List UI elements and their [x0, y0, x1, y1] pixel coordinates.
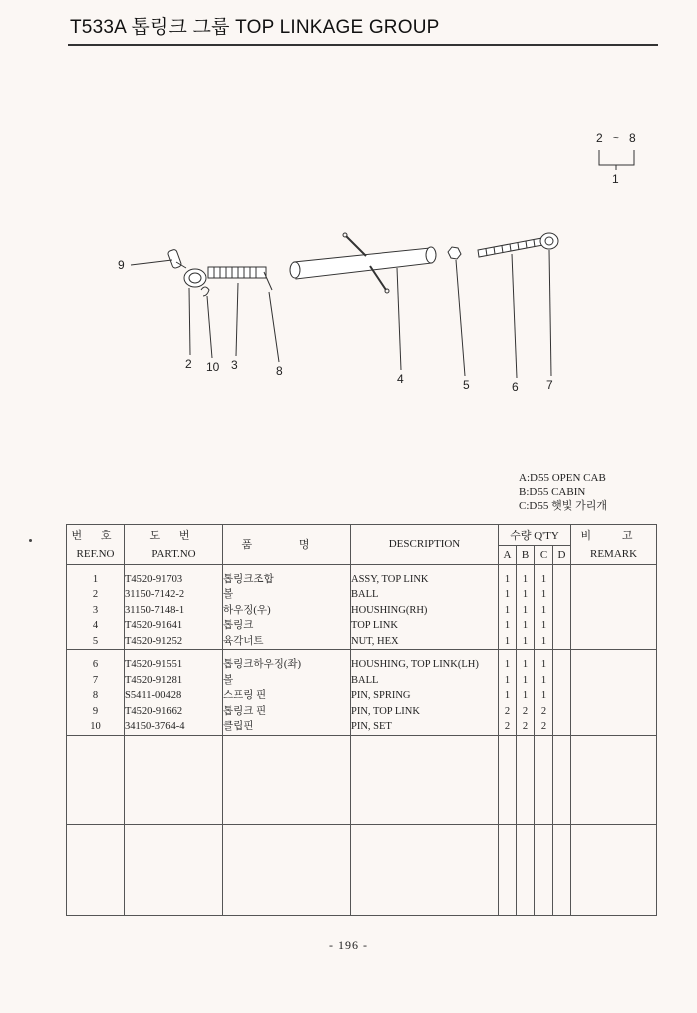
cell-qty-a: 1	[499, 618, 517, 634]
table-row	[67, 657, 657, 673]
cell-remark	[571, 688, 657, 704]
cell-qty-c: 1	[535, 673, 553, 689]
table-row	[67, 572, 657, 588]
cell-ref: 2	[67, 587, 125, 603]
cell-ref: 5	[67, 634, 125, 650]
table-blank-row	[67, 824, 657, 915]
cell-qty-c: 1	[535, 572, 553, 588]
table-row	[67, 603, 657, 619]
cell-remark	[571, 657, 657, 673]
table-row	[67, 634, 657, 650]
cell-remark	[571, 719, 657, 735]
cell-desc: PIN, TOP LINK	[351, 704, 499, 720]
cell-ref: 10	[67, 719, 125, 735]
page-number: - 196 -	[329, 938, 368, 952]
cell-ref: 6	[67, 657, 125, 673]
part-7-ball-end	[540, 233, 558, 249]
cell-ref: 9	[67, 704, 125, 720]
header-part-ko: 도 번	[125, 525, 223, 546]
cell-qty-b: 1	[517, 657, 535, 673]
cell-part: T4520-91252	[125, 634, 223, 650]
callout-2: 2	[185, 357, 192, 371]
cell-qty-b: 1	[517, 688, 535, 704]
header-ref-en: REF.NO	[67, 545, 125, 564]
part-5-nut	[448, 247, 461, 259]
cell-name: 볼	[223, 673, 351, 689]
callout-6: 6	[512, 380, 519, 394]
cell-qty-a: 2	[499, 704, 517, 720]
cell-part: S5411-00428	[125, 688, 223, 704]
cell-name: 볼	[223, 587, 351, 603]
header-col-b: B	[517, 545, 535, 564]
cell-ref: 3	[67, 603, 125, 619]
model-a: A:D55 OPEN CAB	[519, 472, 606, 484]
cell-qty-a: 1	[499, 603, 517, 619]
model-b: B:D55 CABIN	[519, 486, 586, 498]
cell-desc: TOP LINK	[351, 618, 499, 634]
header-description: DESCRIPTION	[351, 525, 499, 565]
cell-qty-b: 1	[517, 572, 535, 588]
legend-range-sep: ~	[613, 133, 619, 144]
cell-remark	[571, 603, 657, 619]
part-4-tube	[290, 233, 436, 293]
callout-10: 10	[206, 360, 220, 374]
cell-remark	[571, 704, 657, 720]
cell-remark	[571, 572, 657, 588]
cell-part: T4520-91641	[125, 618, 223, 634]
header-ref-ko: 번 호	[67, 525, 125, 546]
cell-qty-a: 1	[499, 688, 517, 704]
cell-part: 31150-7148-1	[125, 603, 223, 619]
cell-qty-d	[553, 719, 571, 735]
cell-qty-d	[553, 657, 571, 673]
cell-desc: HOUSHING(RH)	[351, 603, 499, 619]
cell-part: 34150-3764-4	[125, 719, 223, 735]
legend-bracket	[599, 150, 634, 165]
cell-name: 톱링크 핀	[223, 704, 351, 720]
header-remark-ko: 비 고	[571, 525, 657, 546]
callout-7: 7	[546, 378, 553, 392]
exploded-diagram	[0, 0, 697, 420]
part-10-clip	[201, 287, 209, 296]
cell-desc: PIN, SET	[351, 719, 499, 735]
cell-qty-d	[553, 572, 571, 588]
legend-range-end: 8	[629, 131, 636, 145]
callout-3: 3	[231, 358, 238, 372]
cell-qty-c: 1	[535, 657, 553, 673]
cell-qty-c: 1	[535, 634, 553, 650]
cell-name: 클립핀	[223, 719, 351, 735]
cell-qty-a: 1	[499, 673, 517, 689]
margin-dot	[29, 539, 32, 542]
cell-ref: 8	[67, 688, 125, 704]
header-remark-en: REMARK	[571, 545, 657, 564]
part-9-pin	[167, 249, 186, 269]
cell-part: T4520-91662	[125, 704, 223, 720]
model-c: C:D55 햇빛 가리개	[519, 500, 607, 512]
cell-qty-c: 1	[535, 618, 553, 634]
cell-qty-a: 1	[499, 587, 517, 603]
table-blank-row	[67, 735, 657, 824]
header-part-en: PART.NO	[125, 545, 223, 564]
part-3-housing	[208, 267, 266, 278]
cell-qty-c: 1	[535, 587, 553, 603]
part-6-rod	[478, 238, 543, 257]
cell-part: T4520-91551	[125, 657, 223, 673]
cell-desc: PIN, SPRING	[351, 688, 499, 704]
cell-qty-b: 1	[517, 618, 535, 634]
legend-range-start: 2	[596, 131, 603, 145]
cell-ref: 1	[67, 572, 125, 588]
cell-qty-c: 2	[535, 704, 553, 720]
page-title: T533A 톱링크 그룹 TOP LINKAGE GROUP	[70, 17, 440, 38]
cell-name: 육각너트	[223, 634, 351, 650]
cell-part: T4520-91281	[125, 673, 223, 689]
parts-table	[66, 524, 657, 916]
cell-qty-b: 1	[517, 673, 535, 689]
cell-qty-b: 2	[517, 719, 535, 735]
part-2-ball	[184, 269, 206, 287]
cell-part: 31150-7142-2	[125, 587, 223, 603]
header-qty: 수량 Q'TY	[499, 525, 571, 546]
table-row	[67, 673, 657, 689]
model-legend	[519, 471, 607, 513]
cell-ref: 7	[67, 673, 125, 689]
cell-desc: NUT, HEX	[351, 634, 499, 650]
table-row	[67, 688, 657, 704]
cell-qty-d	[553, 618, 571, 634]
cell-remark	[571, 618, 657, 634]
cell-desc: BALL	[351, 587, 499, 603]
cell-ref: 4	[67, 618, 125, 634]
cell-qty-d	[553, 587, 571, 603]
cell-desc: HOUSHING, TOP LINK(LH)	[351, 657, 499, 673]
cell-qty-a: 1	[499, 657, 517, 673]
callout-5: 5	[463, 378, 470, 392]
callout-4: 4	[397, 372, 404, 386]
table-row	[67, 719, 657, 735]
cell-desc: ASSY, TOP LINK	[351, 572, 499, 588]
cell-qty-a: 1	[499, 634, 517, 650]
cell-qty-d	[553, 704, 571, 720]
cell-name: 톱링크하우징(좌)	[223, 657, 351, 673]
cell-qty-d	[553, 688, 571, 704]
cell-qty-a: 2	[499, 719, 517, 735]
header-col-a: A	[499, 545, 517, 564]
cell-name: 톱링크조합	[223, 572, 351, 588]
cell-qty-c: 2	[535, 719, 553, 735]
cell-desc: BALL	[351, 673, 499, 689]
cell-remark	[571, 634, 657, 650]
cell-name: 스프링 핀	[223, 688, 351, 704]
table-row	[67, 587, 657, 603]
table-row	[67, 704, 657, 720]
cell-qty-a: 1	[499, 572, 517, 588]
cell-remark	[571, 673, 657, 689]
header-col-d: D	[553, 545, 571, 564]
cell-qty-d	[553, 603, 571, 619]
part-8-spring-pin	[264, 272, 272, 290]
cell-qty-b: 1	[517, 587, 535, 603]
cell-remark	[571, 587, 657, 603]
cell-qty-b: 2	[517, 704, 535, 720]
cell-qty-d	[553, 634, 571, 650]
table-row	[67, 618, 657, 634]
legend-ref: 1	[612, 172, 619, 186]
callout-9: 9	[118, 258, 125, 272]
cell-qty-b: 1	[517, 634, 535, 650]
cell-name: 톱링크	[223, 618, 351, 634]
header-col-c: C	[535, 545, 553, 564]
cell-name: 하우징(우)	[223, 603, 351, 619]
cell-qty-d	[553, 673, 571, 689]
cell-part: T4520-91703	[125, 572, 223, 588]
callout-8: 8	[276, 364, 283, 378]
header-name-ko: 품 명	[223, 525, 351, 565]
cell-qty-c: 1	[535, 603, 553, 619]
cell-qty-b: 1	[517, 603, 535, 619]
cell-qty-c: 1	[535, 688, 553, 704]
